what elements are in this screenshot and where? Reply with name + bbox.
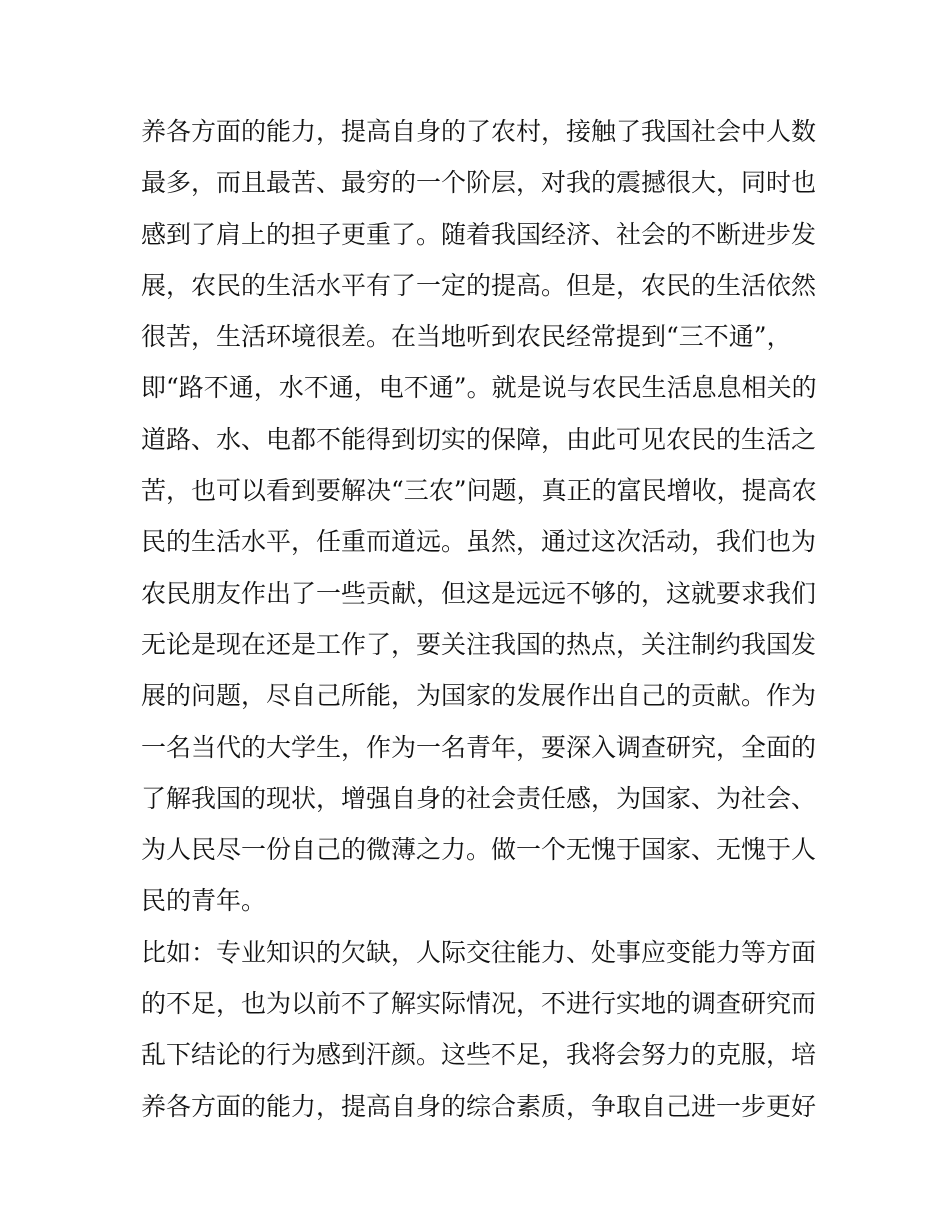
text-line: 乱下结论的行为感到汗颜。这些不足，我将会努力的克服，培	[141, 1040, 817, 1070]
text-line: 的不足，也为以前不了解实际情况，不进行实地的调查研究而	[141, 989, 817, 1019]
text-line: 民的青年。	[141, 886, 267, 916]
body-text	[141, 106, 821, 1132]
text-line: 最多，而且最苦、最穷的一个阶层，对我的震撼很大，同时也	[141, 168, 817, 198]
text-line: 无论是现在还是工作了，要关注我国的热点，关注制约我国发	[141, 629, 817, 659]
text-line: 了解我国的现状，增强自身的社会责任感，为国家、为社会、	[141, 783, 817, 813]
text-line: 比如：专业知识的欠缺，人际交往能力、处事应变能力等方面	[141, 937, 817, 967]
text-line: 即“路不通，水不通，电不通”。就是说与农民生活息息相关的	[141, 373, 817, 403]
text-line: 养各方面的能力，提高自身的综合素质，争取自己进一步更好	[141, 1091, 817, 1121]
text-line: 展的问题，尽自己所能，为国家的发展作出自己的贡献。作为	[141, 681, 817, 711]
text-line: 苦，也可以看到要解决“三农”问题，真正的富民增收，提高农	[141, 476, 817, 506]
text-line: 很苦，生活环境很差。在当地听到农民经常提到“三不通”，	[141, 322, 792, 352]
text-line: 民的生活水平，任重而道远。虽然，通过这次活动，我们也为	[141, 527, 817, 557]
text-line: 展，农民的生活水平有了一定的提高。但是，农民的生活依然	[141, 270, 817, 300]
text-line: 农民朋友作出了一些贡献，但这是远远不够的，这就要求我们	[141, 578, 817, 608]
text-line: 一名当代的大学生，作为一名青年，要深入调查研究，全面的	[141, 732, 817, 762]
text-line: 道路、水、电都不能得到切实的保障，由此可见农民的生活之	[141, 424, 817, 454]
text-line: 为人民尽一份自己的微薄之力。做一个无愧于国家、无愧于人	[141, 835, 817, 865]
text-line: 养各方面的能力，提高自身的了农村，接触了我国社会中人数	[141, 117, 817, 146]
text-line: 感到了肩上的担子更重了。随着我国经济、社会的不断进步发	[141, 219, 817, 249]
